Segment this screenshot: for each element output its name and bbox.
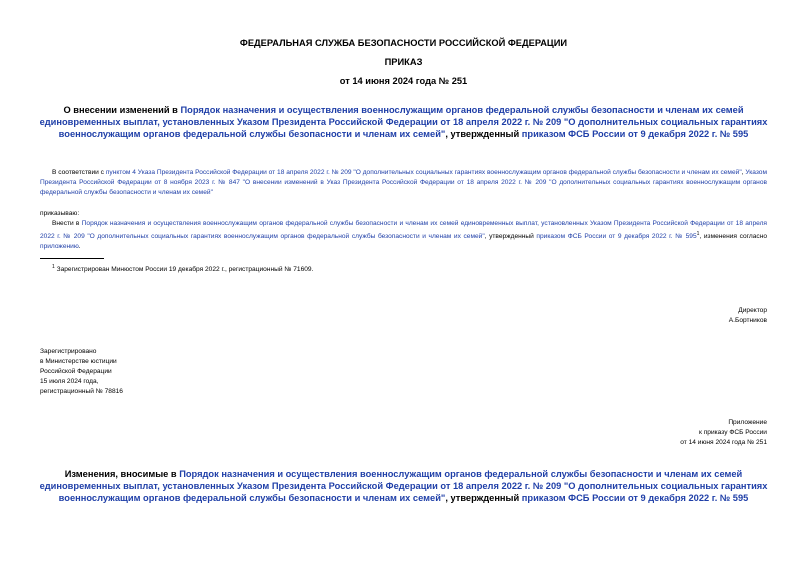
preamble-prefix: В соответствии с — [52, 169, 106, 176]
signature-block — [729, 306, 767, 326]
preamble — [40, 168, 767, 198]
preamble-sep: , — [741, 169, 746, 176]
doc-date-number: от 14 июня 2024 года № 251 — [339, 76, 468, 86]
order-title — [36, 104, 771, 140]
registration-line: Российской Федерации — [40, 368, 112, 375]
order-title-middle: , утвержденный — [445, 129, 522, 139]
changes-title-prefix: Изменения, вносимые в — [64, 469, 180, 479]
preamble-link-decree-847[interactable]: Указом Президента Российской Федерации от 8 ноября 2023 г. № 847 "О внесении изменений в Указ Президента Российской Федерации от 18 апреля 2022 г. № 209 "О дополнительных социальных гарантиях военнослужащим органов федеральной службы безопасности и членам их семей" — [40, 169, 768, 196]
agency-name: ФЕДЕРАЛЬНАЯ СЛУЖБА БЕЗОПАСНОСТИ РОССИЙСКОЙ ФЕДЕРАЦИИ — [239, 38, 568, 48]
registration-line: 15 июля 2024 года, — [40, 378, 99, 385]
footnote-separator — [40, 258, 104, 259]
changes-title — [36, 468, 771, 504]
signature-name: А.Бортников — [728, 317, 767, 324]
registration-block — [40, 347, 123, 397]
order-item-suffix: , изменения согласно — [699, 233, 767, 241]
order-word: приказываю: — [40, 210, 80, 217]
order-item-link-procedure[interactable]: Порядок назначения и осуществления военнослужащим органов федеральной службы безопасности и членам их семей единовременных выплат, установленных Указом Президента Российской Федерации от 18 апреля 2022 г. № 209 "О дополнительных социальных гарантиях военнослужащим органов федеральной службы безопасности и членам их семей" — [40, 220, 767, 241]
order-item — [40, 219, 767, 252]
order-item-end: . — [78, 243, 81, 251]
appendix-line: от 14 июня 2024 года № 251 — [680, 439, 767, 446]
registration-line: в Министерстве юстиции — [40, 358, 117, 365]
order-item-link-order-595[interactable]: приказом ФСБ России от 9 декабря 2022 г. № 595 — [536, 233, 697, 241]
footnote-reference[interactable]: 1 — [696, 231, 700, 237]
order-title-link-procedure[interactable]: Порядок назначения и осуществления военнослужащим органов федеральной службы безопасности и членам их семей единовременных выплат, установленных Указом Президента Российской Федерации от 18 апреля 2022 г. № 209 "О дополнительных социальных гарантиях военнослужащим органов федеральной службы безопасности и членам их семей" — [39, 105, 768, 139]
order-item-middle: , утвержденный — [484, 233, 537, 241]
footnote-text: Зарегистрирован Минюстом России 19 декабря 2022 г., регистрационный № 71609. — [54, 266, 314, 274]
footnote-mark: 1 — [52, 264, 55, 270]
preamble-link-decree-209[interactable]: пунктом 4 Указа Президента Российской Федерации от 18 апреля 2022 г. № 209 "О дополнительных социальных гарантиях военнослужащим органов федеральной службы безопасности и членам их семей" — [105, 169, 742, 176]
signature-position: Директор — [738, 307, 767, 314]
order-item-link-appendix[interactable]: приложению — [40, 243, 79, 251]
changes-title-link-order-595[interactable]: приказом ФСБ России от 9 декабря 2022 г. № 595 — [521, 493, 749, 503]
order-item-prefix: Внести в — [52, 220, 82, 227]
changes-title-link-procedure[interactable]: Порядок назначения и осуществления военнослужащим органов федеральной службы безопасности и членам их семей единовременных выплат, установленных Указом Президента Российской Федерации от 18 апреля 2022 г. № 209 "О дополнительных социальных гарантиях военнослужащим органов федеральной службы безопасности и членам их семей" — [39, 469, 768, 503]
footnote — [52, 262, 313, 275]
order-title-link-order-595[interactable]: приказом ФСБ России от 9 декабря 2022 г. № 595 — [521, 129, 749, 139]
registration-line: Зарегистрировано — [40, 348, 97, 355]
appendix-block — [680, 418, 767, 448]
appendix-line: Приложение — [728, 419, 767, 426]
changes-title-middle: , утвержденный — [445, 493, 522, 503]
doc-type: ПРИКАЗ — [384, 57, 423, 67]
order-title-prefix: О внесении изменений в — [63, 105, 181, 115]
registration-line: регистрационный № 78816 — [40, 388, 123, 395]
appendix-line: к приказу ФСБ России — [698, 429, 767, 436]
